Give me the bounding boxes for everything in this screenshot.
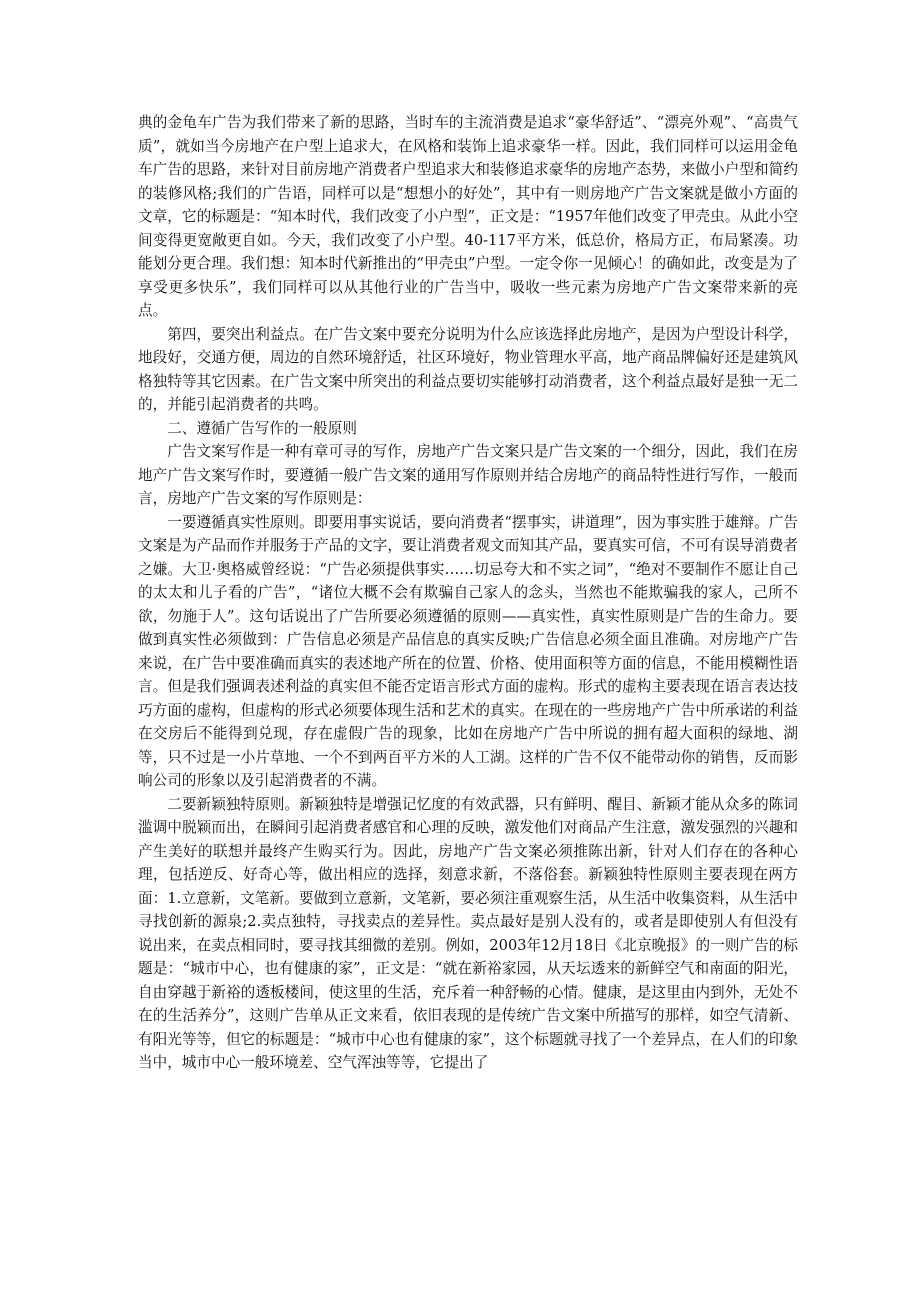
document-body [138,111,798,1075]
paragraph-novelty: 二要新颖独特原则。新颖独特是增强记忆度的有效武器，只有鲜明、醒目、新颖才能从众多的陈词滥调中脱颖而出，在瞬间引起消费者感官和心理的反映，激发他们对商品产生注意，激发强烈的兴趣和产生美好的联想并最终产生购买行为。因此，房地产广告文案必须推陈出新，针对人们存在的各种心理，包括逆反、好奇心等，做出相应的选择，刻意求新，不落俗套。新颖独特性原则主要表现在两方面：1.立意新，文笔新。要做到立意新，文笔新，要必须注重观察生活，从生活中收集资料，从生活中寻找创新的源泉;2.卖点独特，寻找卖点的差异性。卖点最好是别人没有的，或者是即使别人有但没有说出来，在卖点相同时，要寻找其细微的差别。例如，2003年12月18日《北京晚报》的一则广告的标题是：“城市中心，也有健康的家”，正文是：“就在新裕家园，从天坛透来的新鲜空气和南面的阳光，自由穿越于新裕的透板楼间，使这里的生活，充斥着一种舒畅的心情。健康，是这里由内到外，无处不在的生活养分”，这则广告单从正文来看，依旧表现的是传统广告文案中所描写的那样，如空气清新、有阳光等等，但它的标题是：“城市中心也有健康的家”，这个标题就寻找了一个差异点，在人们的印象当中，城市中心一般环境差、空气浑浊等等，它提出了 [138,795,798,1071]
section-heading: 二、遵循广告写作的一般原则 [167,419,357,437]
paragraph-continuation: 典的金龟车广告为我们带来了新的思路，当时车的主流消费是追求“豪华舒适”、“漂亮外观”、“高贵气质”，就如当今房地产在户型上追求大，在风格和装饰上追求豪华一样。因此，我们同样可以运用金龟车广告的思路，来针对目前房地产消费者户型追求大和装修追求豪华的房地产态势，来做小户型和简约的装修风格;我们的广告语，同样可以是“想想小的好处”，其中有一则房地产广告文案就是做小方面的文章，它的标题是：“知本时代，我们改变了小户型”，正文是：“1957年他们改变了甲壳虫。从此小空间变得更宽敞更自如。今天，我们改变了小户型。40-117平方米，低总价，格局方正，布局紧凑。功能划分更合理。我们想：知本时代新推出的“甲壳虫”户型。一定令你一见倾心！的确如此，改变是为了享受更多快乐”，我们同样可以从其他行业的广告当中，吸收一些元素为房地产广告文案带来新的亮点。 [138,114,798,319]
paragraph-truthfulness: 一要遵循真实性原则。即要用事实说话，要向消费者“摆事实，讲道理”，因为事实胜于雄辩。广告文案是为产品而作并服务于产品的文字，要让消费者观文而知其产品，要真实可信，不可有误导消费者之嫌。大卫·奥格威曾经说：“广告必须提供事实……切忌夸大和不实之词”，“绝对不要制作不愿让自己的太太和儿子看的广告”，“诸位大概不会有欺骗自己家人的念头，当然也不能欺骗我的家人，己所不欲，勿施于人”。这句话说出了广告所要必须遵循的原则——真实性，真实性原则是广告的生命力。要做到真实性必须做到：广告信息必须是产品信息的真实反映;广告信息必须全面且准确。对房地产广告来说，在广告中要准确而真实的表述地产所在的位置、价格、使用面积等方面的信息，不能用模糊性语言。但是我们强调表述利益的真实但不能否定语言形式方面的虚构。形式的虚构主要表现在语言表达技巧方面的虚构，但虚构的形式必须要体现生活和艺术的真实。在现在的一些房地产广告中所承诺的利益在交房后不能得到兑现，存在虚假广告的现象，比如在房地产广告中所说的拥有超大面积的绿地、湖等，只不过是一小片草地、一个不到两百平方米的人工湖。这样的广告不仅不能带动你的销售，反而影响公司的形象以及引起消费者的不满。 [138,513,798,789]
paragraph-point-four: 第四，要突出利益点。在广告文案中要充分说明为什么应该选择此房地产，是因为户型设计科学，地段好，交通方便，周边的自然环境舒适，社区环境好，物业管理水平高，地产商品牌偏好还是建筑风格独特等其它因素。在广告文案中所突出的利益点要切实能够打动消费者，这个利益点最好是独一无二的，并能引起消费者的共鸣。 [138,325,798,413]
paragraph-intro: 广告文案写作是一种有章可寻的写作，房地产广告文案只是广告文案的一个细分，因此，我们在房地产广告文案写作时，要遵循一般广告文案的通用写作原则并结合房地产的商品特性进行写作，一般而言，房地产广告文案的写作原则是： [138,443,798,507]
